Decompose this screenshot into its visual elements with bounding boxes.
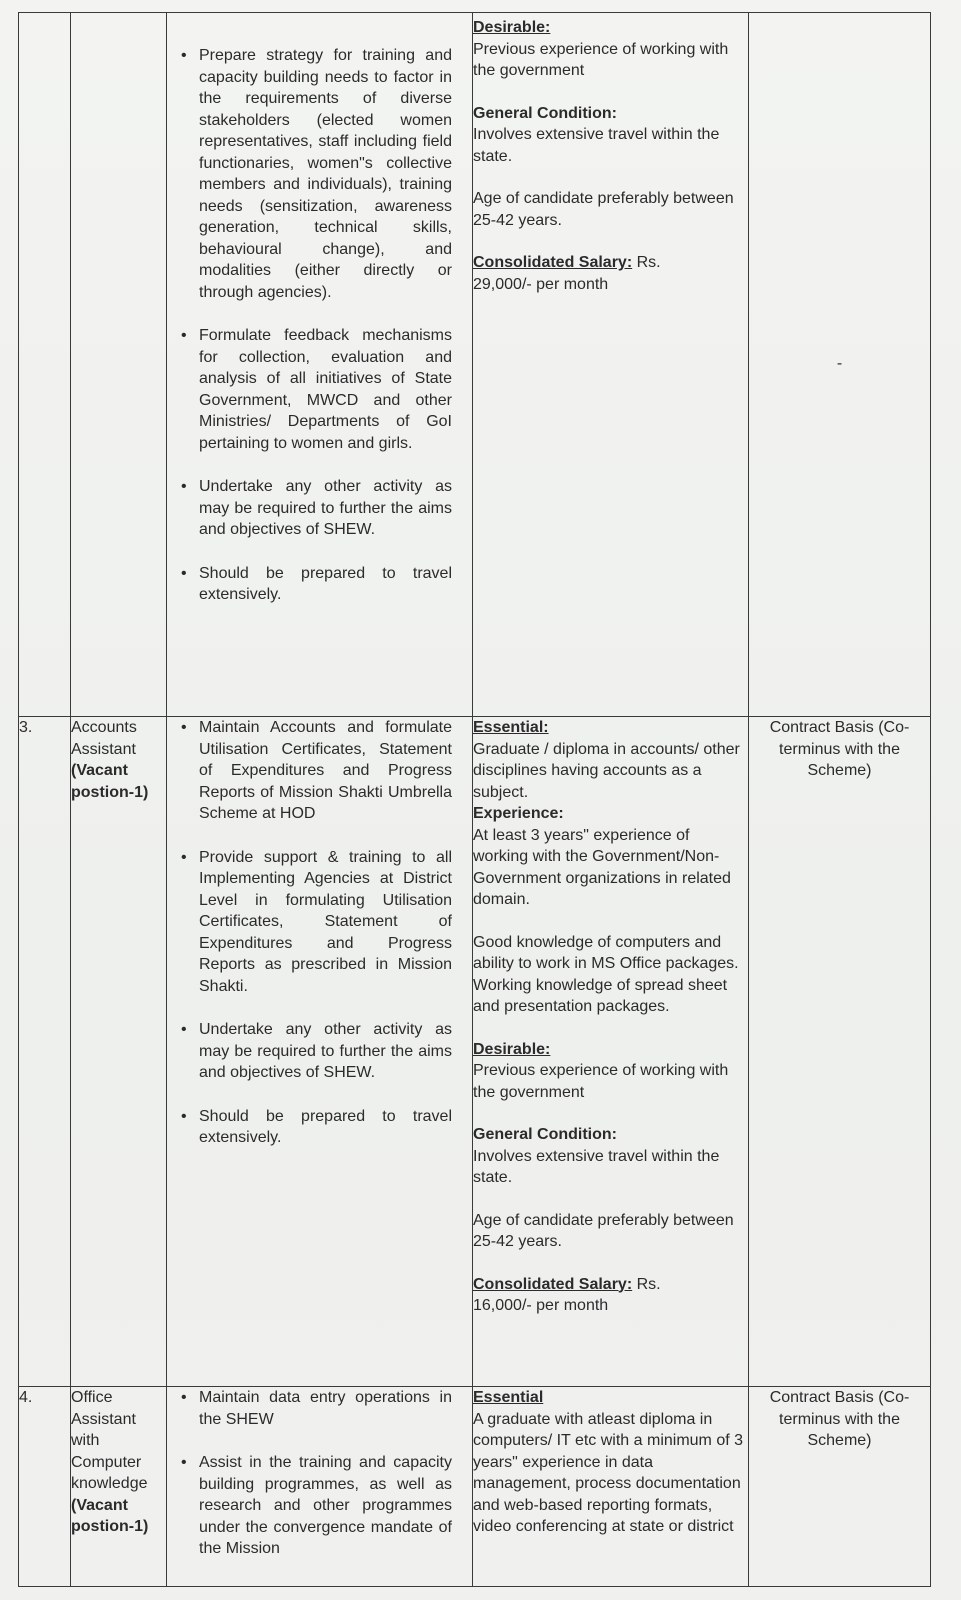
qualification-cell — [473, 717, 749, 1387]
duty-item: • Undertake any other activity as may be required to further the aims and objectives of SHEW. — [177, 476, 452, 541]
terms-cell — [749, 1387, 931, 1587]
essential-heading: Essential — [473, 1389, 544, 1406]
duty-item: • Should be prepared to travel extensively. — [177, 1106, 452, 1149]
post-cell — [71, 13, 167, 717]
table-row-accounts-assistant — [19, 717, 931, 1387]
duties-list — [167, 45, 472, 606]
table-row-continued — [19, 13, 931, 717]
post-vacancy: (Vacant postion-1) — [71, 762, 149, 801]
serial-number: 3. — [19, 717, 71, 1387]
computer-knowledge-text: Good knowledge of computers and ability to work in MS Office packages. Working knowledge of spread sheet and presentation packages. — [473, 933, 739, 1015]
salary-prefix: Rs. — [632, 254, 661, 271]
age-text: Age of candidate preferably between 25-42 years. — [473, 190, 734, 229]
essential-text: A graduate with atleast diploma in computers/ IT etc with a minimum of 3 years" experience in data management, process documentation and web-based reporting formats, video conferencing at state or district — [473, 1410, 744, 1535]
post-cell — [71, 717, 167, 1387]
duty-item: • Formulate feedback mechanisms for collection, evaluation and analysis of all initiatives of State Government, MWCD and other Ministries/ Departments of GoI pertaining to women and girls. — [177, 325, 452, 454]
duty-item: • Assist in the training and capacity building programmes, as well as research and other programmes under the convergence mandate of the Mission — [177, 1452, 452, 1560]
essential-text: Graduate / diploma in accounts/ other disciplines having accounts as a subject. — [473, 740, 740, 801]
post-title: Accounts Assistant — [71, 719, 137, 758]
qualification-cell — [473, 13, 749, 717]
desirable-heading: Desirable: — [473, 1040, 551, 1058]
desirable-text: Previous experience of working with the government — [473, 1062, 729, 1101]
general-condition-text: Involves extensive travel within the state. — [473, 126, 720, 165]
duty-item: • Provide support & training to all Implementing Agencies at District Level in formulating Utilisation Certificates, Statement of Expenditures and Progress Reports as prescribed in Mission Shakti. — [177, 847, 452, 998]
salary-text: 29,000/- per month — [473, 275, 609, 293]
duties-cell — [167, 1387, 473, 1587]
terms-cell — [749, 717, 931, 1387]
age-text: Age of candidate preferably between 25-42 years. — [473, 1211, 734, 1250]
duties-cell — [167, 13, 473, 717]
post-cell — [71, 1387, 167, 1587]
salary-prefix: Rs. — [632, 1275, 661, 1293]
general-condition-heading: General Condition: — [473, 104, 617, 122]
duties-list — [167, 1387, 472, 1560]
general-condition-heading: General Condition: — [473, 1126, 617, 1143]
recruitment-table — [18, 12, 931, 1587]
post-title: Office Assistant with Computer knowledge — [71, 1389, 148, 1492]
stray-mark: - — [836, 355, 843, 372]
salary-heading: Consolidated Salary: — [473, 1275, 633, 1293]
essential-heading: Essential: — [473, 719, 549, 736]
post-vacancy: (Vacant postion-1) — [71, 1496, 149, 1535]
salary-text: 16,000/- per month — [473, 1297, 609, 1314]
terms-cell — [749, 13, 931, 717]
contract-terms: Contract Basis (Co-terminus with the Scheme) — [769, 719, 910, 779]
duty-item: • Undertake any other activity as may be required to further the aims and objectives of SHEW. — [177, 1019, 452, 1084]
experience-heading: Experience: — [473, 805, 564, 822]
duty-item: • Maintain data entry operations in the SHEW — [177, 1387, 452, 1430]
general-condition-text: Involves extensive travel within the state. — [473, 1147, 720, 1186]
duty-item: • Maintain Accounts and formulate Utilisation Certificates, Statement of Expenditures and Progress Reports of Mission Shakti Umbrella Scheme at HOD — [177, 717, 452, 825]
serial-cell — [19, 13, 71, 717]
desirable-heading: Desirable: — [473, 19, 551, 36]
duty-item: • Should be prepared to travel extensively. — [177, 563, 452, 606]
qualification-cell — [473, 1387, 749, 1587]
duties-cell — [167, 717, 473, 1387]
duty-item: • Prepare strategy for training and capacity building needs to factor in the requirements of diverse stakeholders (elected women representatives, staff including field functionaries, women"s collective members and individuals), training needs (sensitization, awareness generation, technical skills, behavioural change), and modalities (either directly or through agencies). — [177, 45, 452, 303]
table-row-office-assistant — [19, 1387, 931, 1587]
salary-heading: Consolidated Salary: — [473, 254, 633, 271]
desirable-text: Previous experience of working with the government — [473, 40, 729, 79]
experience-text: At least 3 years" experience of working with the Government/Non- Government organizations in related domain. — [473, 826, 731, 908]
duties-list — [167, 717, 472, 1149]
contract-terms: Contract Basis (Co-terminus with the Scheme) — [769, 1389, 910, 1449]
serial-number: 4. — [19, 1387, 71, 1587]
